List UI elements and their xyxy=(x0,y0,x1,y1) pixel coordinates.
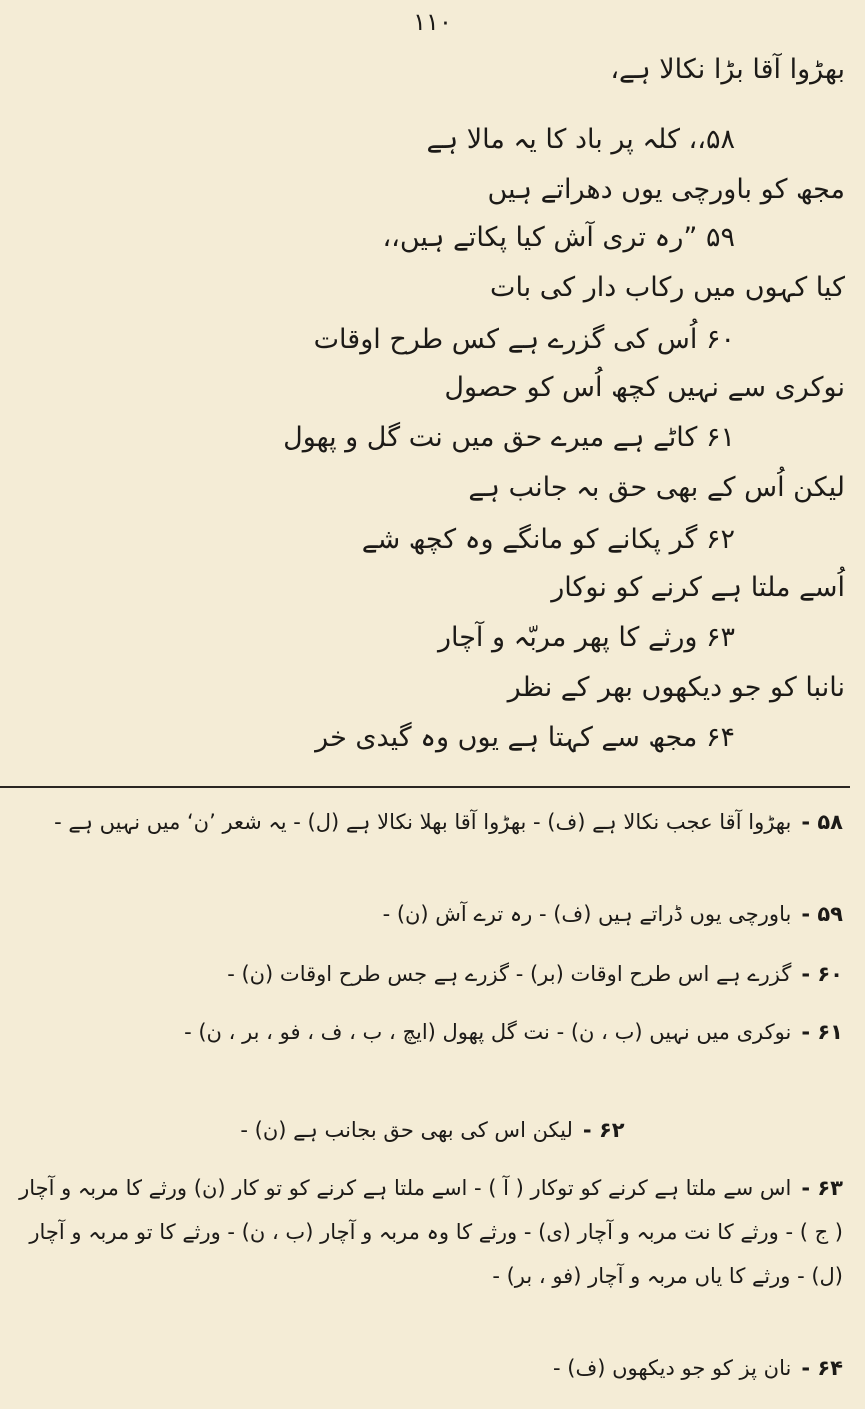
footnote-number: ۶۴ - xyxy=(801,1356,843,1380)
verse-line: نوکری سے نہیں کچھ اُس کو حصول xyxy=(444,372,845,403)
verse-line: لیکن اُس کے بھی حق بہ جانب ہے xyxy=(468,472,845,503)
verse-line: بھڑوا آقا بڑا نکالا ہے، xyxy=(610,54,845,85)
footnote-number: ۵۸ - xyxy=(801,810,843,834)
verse-number: ۶۲ xyxy=(705,524,735,555)
verse-number: ۶۳ xyxy=(705,622,735,653)
footnote-number: ۶۲ - xyxy=(582,1118,625,1142)
verse-line: کیا کہوں میں رکاب دار کی بات xyxy=(490,272,845,303)
verse-line: ۶۰ اُس کی گزرے ہے کس طرح اوقات xyxy=(313,324,735,355)
verse-line: ۶۳ ورثے کا پھر مربّہ و آچار xyxy=(437,622,735,653)
footnote-divider xyxy=(0,786,850,788)
page-number: ۱۱۰ xyxy=(413,8,452,36)
footnote-number: ۵۹ - xyxy=(801,902,843,926)
verse-line: نانبا کو جو دیکھوں بھر کے نظر xyxy=(507,672,845,703)
footnote: ۶۳ -اس سے ملتا ہے کرنے کو توکار ( آ ) - اسے ملتا ہے کرنے کو تو کار (ن) ورثے کا مربہ و آچار ( ج ) - ورثے کا نت مربہ و آچار (ی) - ورثے کا وہ مربہ و آچار (ب ، ن) - ورثے کا تو مربہ و آچار (ل) - ورثے کا یاں مربہ و آچار (فو ، بر) - xyxy=(13,1166,843,1298)
verse-line: ۶۲ گر پکانے کو مانگے وہ کچھ شے xyxy=(361,524,735,555)
footnote: ۶۰ -گزرے ہے اس طرح اوقات (بر) - گزرے ہے جس طرح اوقات (ن) - xyxy=(13,952,843,996)
footnote: ۶۲ -لیکن اس کی بھی حق بجانب ہے (ن) - xyxy=(0,1108,865,1152)
verse-number: ۶۴ xyxy=(705,722,735,753)
verse-line: ۵۸،، کلہ پر باد کا یہ مالا ہے xyxy=(426,124,735,155)
footnote: ۶۴ -نان پز کو جو دیکھوں (ف) - xyxy=(13,1346,843,1390)
verse-line: مجھ کو باورچی یوں دھراتے ہیں xyxy=(487,174,845,205)
footnote: ۵۹ -باورچی یوں ڈراتے ہیں (ف) - رہ ترے آش (ن) - xyxy=(13,892,843,936)
verse-number: ۵۸،، xyxy=(688,124,735,155)
verse-number: ۶۱ xyxy=(705,422,735,453)
verse-number: ۵۹ xyxy=(705,222,735,253)
footnote: ۵۸ -بھڑوا آقا عجب نکالا ہے (ف) - بھڑوا آقا بھلا نکالا ہے (ل) - یہ شعر ’ن‘ میں نہیں ہے - xyxy=(13,800,843,844)
footnote-number: ۶۰ - xyxy=(801,962,843,986)
footnote-number: ۶۱ - xyxy=(801,1020,843,1044)
footnote: ۶۱ -نوکری میں نہیں (ب ، ن) - نت گل پھول (ایچ ، ب ، ف ، فو ، بر ، ن) - xyxy=(13,1010,843,1054)
verse-number: ۶۰ xyxy=(705,324,735,355)
verse-line: ۶۱ کاٹے ہے میرے حق میں نت گل و پھول xyxy=(283,422,735,453)
footnote-number: ۶۳ - xyxy=(801,1176,843,1200)
verse-line: ۵۹ ”رہ تری آش کیا پکاتے ہیں،، xyxy=(382,222,735,253)
verse-line: اُسے ملتا ہے کرنے کو نوکار xyxy=(551,572,845,603)
verse-line: ۶۴ مجھ سے کہتا ہے یوں وہ گیدی خر xyxy=(315,722,735,753)
